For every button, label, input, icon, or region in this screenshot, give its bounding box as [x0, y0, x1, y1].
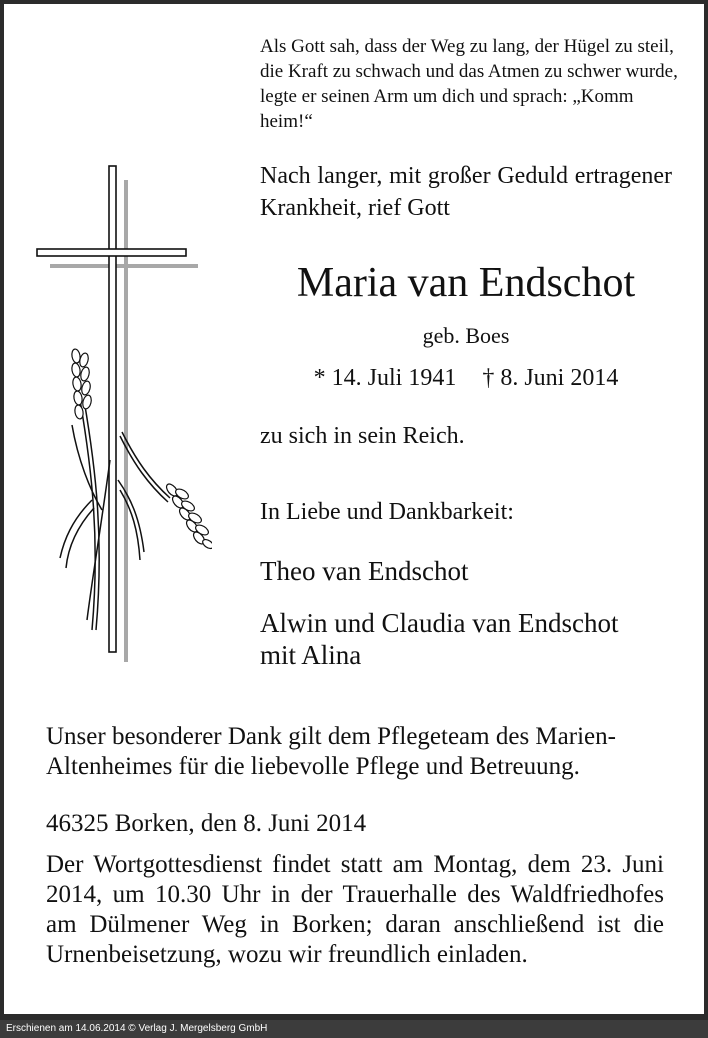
service-text: Der Wortgottesdienst findet statt am Montag, dem 23. Juni 2014, um 10.30 Uhr in der Trauerhalle des Waldfriedhofes am Dülmener Weg in Borken; daran anschließend ist die Urnenbeisetzung, wozu wir freundlich einladen.: [46, 851, 664, 968]
intro-text: Nach langer, mit großer Geduld ertragener Krankheit, rief Gott: [260, 163, 672, 221]
mourners-list: [260, 555, 680, 671]
thanks-text: Unser besonderer Dank gilt dem Pflegeteam des Marien-Altenheimes für die liebevolle Pflege und Betreuung.: [46, 723, 616, 780]
poem-text: Als Gott sah, dass der Weg zu lang, der Hügel zu steil, die Kraft zu schwach und das Atmen zu schwer wurde, legte er seinen Arm um dich und sprach: „Komm heim!“: [260, 36, 678, 132]
mourner-name: Theo van Endschot: [260, 556, 469, 586]
birth-name: geb. Boes: [422, 323, 510, 348]
mourner-name: Alwin und Claudia van Endschot: [260, 608, 619, 638]
publication-footer: Erschienen am 14.06.2014 © Verlag J. Mergelsberg GmbH: [0, 1020, 708, 1038]
deceased-name: Maria van Endschot: [296, 260, 636, 306]
life-dates: [258, 362, 674, 394]
closing-line: zu sich in sein Reich.: [260, 423, 465, 449]
death-date: † 8. Juni 2014: [482, 365, 619, 391]
cross-with-wheat-icon: [32, 160, 212, 670]
mourner-name: mit Alina: [260, 640, 362, 670]
mourners-intro: In Liebe und Dankbarkeit:: [260, 499, 514, 525]
birth-date: * 14. Juli 1941: [313, 365, 457, 391]
place-date: 46325 Borken, den 8. Juni 2014: [46, 810, 367, 837]
